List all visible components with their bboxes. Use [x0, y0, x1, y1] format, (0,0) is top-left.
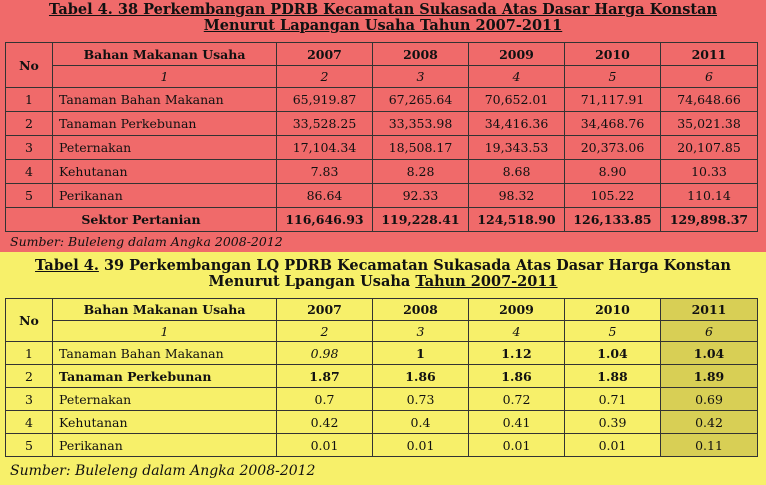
row-name: Kehutanan [53, 411, 277, 434]
total-value: 129,898.37 [661, 208, 758, 232]
table2-source: Sumber: Buleleng dalam Angka 2008-2012 [10, 463, 316, 479]
table-row [6, 112, 758, 136]
table1-index-cell: 5 [565, 66, 661, 88]
cell-value: 0.01 [565, 434, 661, 457]
table2 [5, 298, 758, 457]
cell-value: 0.11 [661, 434, 758, 457]
row-name: Perikanan [53, 184, 277, 208]
cell-value: 0.98 [277, 342, 373, 365]
table1-header-year: 2011 [661, 43, 758, 66]
cell-value: 0.01 [373, 434, 469, 457]
table1-title-line1: Tabel 4. 38 Perkembangan PDRB Kecamatan Sukasada Atas Dasar Harga Konstan [48, 1, 718, 18]
cell-value: 10.33 [661, 160, 758, 184]
table2-title-line2-a: Menurut Lpangan Usaha [208, 273, 416, 290]
table2-title-line2-b: Tahun 2007-2011 [415, 273, 558, 290]
table-row [6, 160, 758, 184]
cell-value: 0.42 [661, 411, 758, 434]
cell-value: 0.41 [469, 411, 565, 434]
row-number: 5 [6, 434, 53, 457]
cell-value: 34,468.76 [565, 112, 661, 136]
row-number: 2 [6, 365, 53, 388]
table2-header-year: 2007 [277, 299, 373, 321]
cell-value: 0.71 [565, 388, 661, 411]
table2-title-line2 [0, 274, 766, 290]
cell-value: 1.87 [277, 365, 373, 388]
table1-source: Sumber: Buleleng dalam Angka 2008-2012 [10, 234, 283, 249]
table1-header-year: 2010 [565, 43, 661, 66]
table-row [6, 342, 758, 365]
cell-value: 35,021.38 [661, 112, 758, 136]
cell-value: 8.68 [469, 160, 565, 184]
cell-value: 92.33 [373, 184, 469, 208]
table-row [6, 88, 758, 112]
table1-header-year: 2008 [373, 43, 469, 66]
table1-index-cell: 3 [373, 66, 469, 88]
table1-header-sector: Bahan Makanan Usaha [53, 43, 277, 66]
cell-value: 33,353.98 [373, 112, 469, 136]
table2-header-year: 2009 [469, 299, 565, 321]
cell-value: 19,343.53 [469, 136, 565, 160]
table2-index-cell: 3 [373, 321, 469, 342]
cell-value: 98.32 [469, 184, 565, 208]
total-label: Sektor Pertanian [6, 208, 277, 232]
table2-index-cell: 4 [469, 321, 565, 342]
cell-value: 86.64 [277, 184, 373, 208]
total-value: 124,518.90 [469, 208, 565, 232]
cell-value: 7.83 [277, 160, 373, 184]
cell-value: 0.42 [277, 411, 373, 434]
cell-value: 17,104.34 [277, 136, 373, 160]
cell-value: 33,528.25 [277, 112, 373, 136]
total-value: 116,646.93 [277, 208, 373, 232]
cell-value: 0.72 [469, 388, 565, 411]
row-number: 5 [6, 184, 53, 208]
cell-value: 105.22 [565, 184, 661, 208]
total-value: 126,133.85 [565, 208, 661, 232]
table1-index-cell: 2 [277, 66, 373, 88]
cell-value: 0.73 [373, 388, 469, 411]
table1-title-line2: Menurut Lapangan Usaha Tahun 2007-2011 [203, 17, 563, 34]
cell-value: 8.28 [373, 160, 469, 184]
table2-title-line1 [0, 258, 766, 274]
cell-value: 71,117.91 [565, 88, 661, 112]
table2-title-rest: 39 Perkembangan LQ PDRB Kecamatan Sukasada Atas Dasar Harga Konstan [98, 257, 731, 274]
row-name: Tanaman Bahan Makanan [53, 88, 277, 112]
cell-value: 70,652.01 [469, 88, 565, 112]
table1-header-year: 2007 [277, 43, 373, 66]
row-number: 4 [6, 160, 53, 184]
cell-value: 18,508.17 [373, 136, 469, 160]
table2-header-no: No [6, 299, 53, 342]
cell-value: 0.01 [469, 434, 565, 457]
cell-value: 0.4 [373, 411, 469, 434]
table-row [6, 388, 758, 411]
table-row [6, 136, 758, 160]
table1 [5, 42, 758, 232]
table2-title-prefix: Tabel 4. [35, 257, 99, 274]
cell-value: 0.01 [277, 434, 373, 457]
cell-value: 20,107.85 [661, 136, 758, 160]
row-number: 1 [6, 88, 53, 112]
table2-section [0, 252, 766, 485]
cell-value: 0.7 [277, 388, 373, 411]
cell-value: 65,919.87 [277, 88, 373, 112]
row-number: 1 [6, 342, 53, 365]
row-number: 3 [6, 388, 53, 411]
table1-index-cell: 4 [469, 66, 565, 88]
cell-value: 67,265.64 [373, 88, 469, 112]
row-name: Kehutanan [53, 160, 277, 184]
table-row [6, 411, 758, 434]
row-name: Tanaman Perkebunan [53, 365, 277, 388]
cell-value: 1.88 [565, 365, 661, 388]
cell-value: 0.69 [661, 388, 758, 411]
table1-index-cell: 6 [661, 66, 758, 88]
cell-value: 74,648.66 [661, 88, 758, 112]
cell-value: 1.12 [469, 342, 565, 365]
table2-header-year: 2008 [373, 299, 469, 321]
table-row [6, 184, 758, 208]
cell-value: 1.89 [661, 365, 758, 388]
cell-value: 34,416.36 [469, 112, 565, 136]
table2-header-year: 2011 [661, 299, 758, 321]
row-name: Tanaman Bahan Makanan [53, 342, 277, 365]
cell-value: 1.04 [661, 342, 758, 365]
table-row [6, 365, 758, 388]
table2-index-cell: 2 [277, 321, 373, 342]
table2-index-cell: 6 [661, 321, 758, 342]
table-row [6, 434, 758, 457]
table2-header-sector: Bahan Makanan Usaha [53, 299, 277, 321]
cell-value: 1 [373, 342, 469, 365]
row-name: Peternakan [53, 388, 277, 411]
cell-value: 1.86 [469, 365, 565, 388]
row-number: 4 [6, 411, 53, 434]
table1-header-year: 2009 [469, 43, 565, 66]
cell-value: 110.14 [661, 184, 758, 208]
cell-value: 0.39 [565, 411, 661, 434]
table1-header-no: No [6, 43, 53, 88]
row-name: Perikanan [53, 434, 277, 457]
table2-index-cell: 1 [53, 321, 277, 342]
table1-index-cell: 1 [53, 66, 277, 88]
table2-header-year: 2010 [565, 299, 661, 321]
cell-value: 1.04 [565, 342, 661, 365]
cell-value: 20,373.06 [565, 136, 661, 160]
row-number: 2 [6, 112, 53, 136]
total-value: 119,228.41 [373, 208, 469, 232]
table2-index-cell: 5 [565, 321, 661, 342]
row-name: Tanaman Perkebunan [53, 112, 277, 136]
table1-total-row [6, 208, 758, 232]
cell-value: 8.90 [565, 160, 661, 184]
row-name: Peternakan [53, 136, 277, 160]
row-number: 3 [6, 136, 53, 160]
cell-value: 1.86 [373, 365, 469, 388]
